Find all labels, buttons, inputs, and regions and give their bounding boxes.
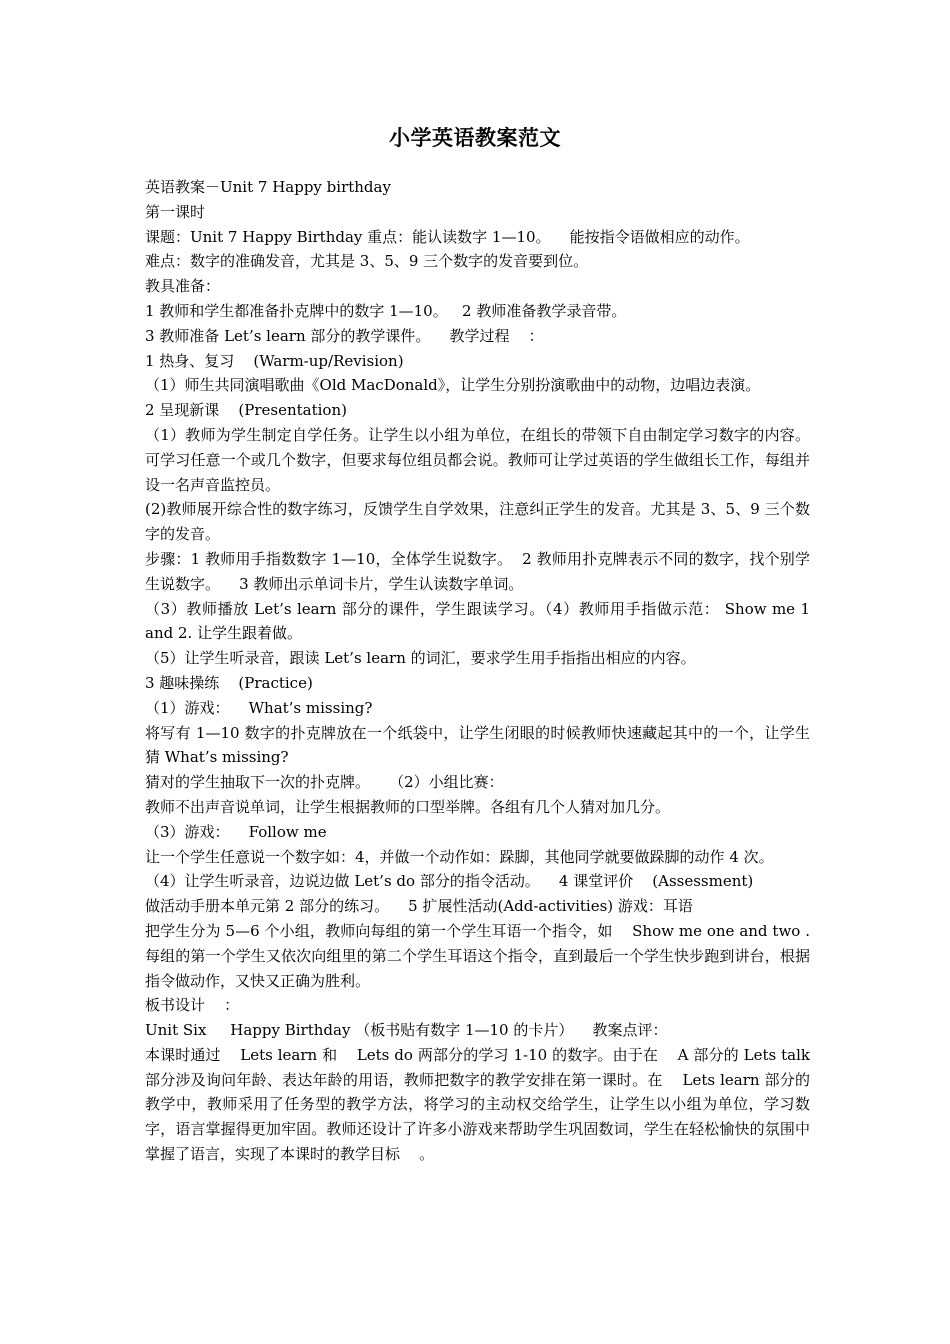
paragraph: （3）教师播放 Let’s learn 部分的课件，学生跟读学习。（4）教师用手指做示范： Show me 1 and 2. 让学生跟着做。 (145, 599, 815, 643)
paragraph: （1）师生共同演唱歌曲《Old MacDonald》，让学生分别扮演歌曲中的动物，边唱边表演。 (145, 376, 761, 395)
paragraph: 步骤：1 教师用手指数数字 1—10，全体学生说数字。 2 教师用扑克牌表示不同的数字，找个别学生说数字。 3 教师出示单词卡片，学生认读数字单词。 (145, 549, 810, 593)
paragraph: Unit Six Happy Birthday （板书贴有数字 1—10 的卡片） 教案点评： (145, 1021, 668, 1040)
paragraph: 1 教师和学生都准备扑克牌中的数字 1—10。 2 教师准备教学录音带。 (145, 301, 627, 320)
paragraph: 让一个学生任意说一个数字如：4，并做一个动作如：跺脚，其他同学就要做跺脚的动作 4 次。 (145, 847, 774, 866)
paragraph: 把学生分为 5—6 个小组，教师向每组的第一个学生耳语一个指令，如 Show me one and two .每组的第一个学生又依次向组里的第二个学生耳语这个指令，直到最后一个学生快步跑到讲台，根据指令做动作，又快又正确为胜利。 (145, 921, 810, 990)
paragraph: 第一课时 (145, 202, 206, 221)
paragraph: 本课时通过 Lets learn 和 Lets do 两部分的学习 1-10 的数字。由于在 A 部分的 Lets talk 部分涉及询问年龄、表达年龄的用语，教师把数字的教学安排在第一课时。在 Lets learn 部分的教学中，教师采用了任务型的教学方法，将学习的主动权交给学生，让学生以小组为单位，学习数字，语言掌握得更加牢固。教师还设计了许多小游戏来帮助学生巩固数词，学生在轻松愉快的氛围中掌握了语言，实现了本课时的教学目标 。 (145, 1045, 815, 1164)
document-body (145, 175, 815, 1167)
paragraph: （4）让学生听录音，边说边做 Let’s do 部分的指令活动。 4 课堂评价 (Assessment) (145, 872, 754, 891)
paragraph: （3）游戏： Follow me (145, 822, 327, 841)
paragraph: 难点：数字的准确发音，尤其是 3、5、9 三个数字的发音要到位。 (145, 252, 589, 271)
paragraph: 3 教师准备 Let’s learn 部分的教学课件。 教学过程 ： (145, 326, 544, 345)
paragraph: （1）游戏： What’s missing? (145, 698, 373, 717)
paragraph: 3 趣味操练 (Practice) (145, 673, 313, 692)
paragraph: (2)教师展开综合性的数字练习，反馈学生自学效果，注意纠正学生的发音。尤其是 3、5、9 三个数字的发音。 (145, 500, 810, 544)
paragraph: 做活动手册本单元第 2 部分的练习。 5 扩展性活动(Add-activities) 游戏：耳语 (145, 897, 693, 916)
paragraph: 教师不出声音说单词，让学生根据教师的口型举牌。各组有几个人猜对加几分。 (145, 797, 671, 816)
paragraph: 2 呈现新课 (Presentation) (145, 401, 347, 420)
page-title: 小学英语教案范文 (389, 125, 561, 150)
paragraph: （5）让学生听录音，跟读 Let’s learn 的词汇，要求学生用手指指出相应的内容。 (145, 649, 696, 668)
paragraph: 猜对的学生抽取下一次的扑克牌。 （2）小组比赛： (145, 773, 504, 792)
paragraph: 将写有 1—10 数字的扑克牌放在一个纸袋中，让学生闭眼的时候教师快速藏起其中的一个，让学生猜 What’s missing? (145, 723, 810, 767)
paragraph: 教具准备： (145, 277, 221, 296)
paragraph: 1 热身、复习 (Warm-up/Revision) (145, 351, 404, 370)
paragraph: 板书设计 ： (145, 996, 240, 1015)
paragraph: 英语教案－Unit 7 Happy birthday (145, 178, 391, 196)
paragraph: （1）教师为学生制定自学任务。让学生以小组为单位，在组长的带领下自由制定学习数字的内容。可学习任意一个或几个数字，但要求每位组员都会说。教师可让学过英语的学生做组长工作，每组并设一名声音监控员。 (145, 425, 810, 494)
paragraph: 课题：Unit 7 Happy Birthday 重点：能认读数字 1—10。 能按指令语做相应的动作。 (145, 227, 750, 246)
